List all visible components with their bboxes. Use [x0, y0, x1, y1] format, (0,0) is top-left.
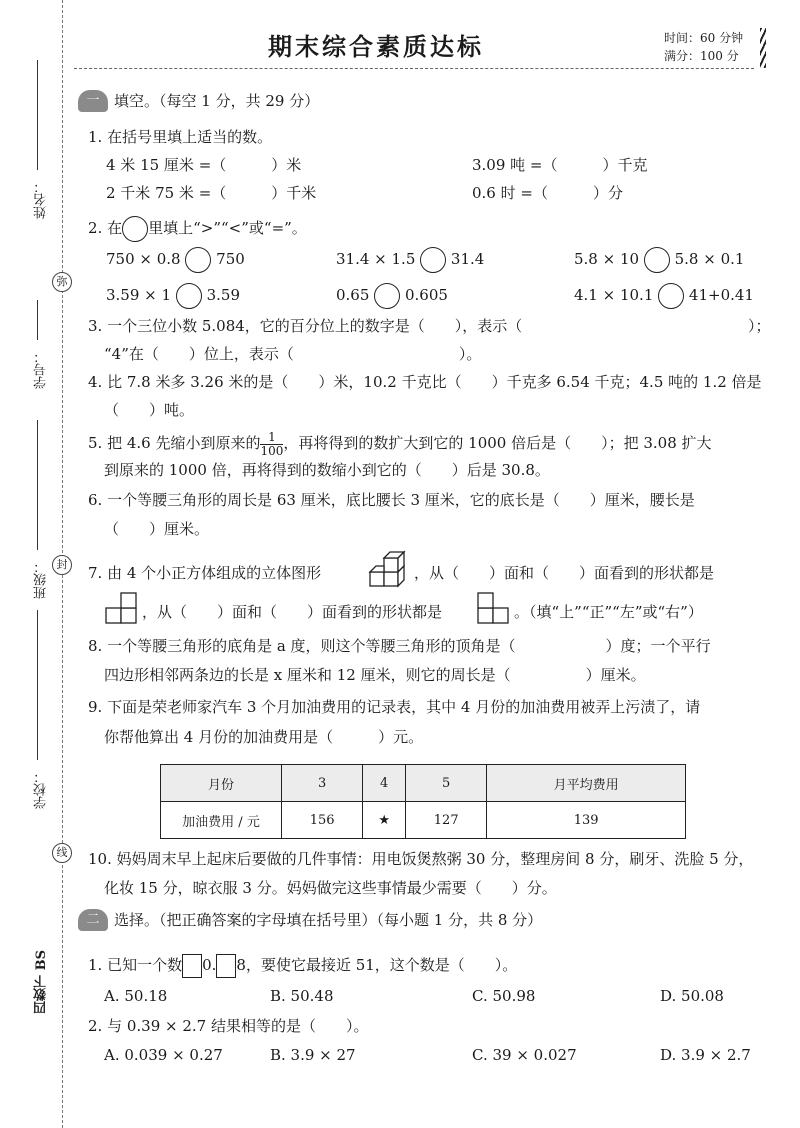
q5-line1: 5. 把 4.6 先缩小到原来的 $\frac{1}{100}$ ，再将得到的数扩大到它的 1000 倍后是（ ）；把 3.08 扩大 [88, 429, 712, 458]
q1-b: 3.09 吨 =（ ）千克 [472, 156, 648, 174]
q4-line1: 4. 比 7.8 米多 3.26 米的是（ ）米，10.2 千克比（ ）千克多 6.54 千克；4.5 吨的 1.2 倍是 [88, 373, 762, 391]
view-shape-row-icon [476, 592, 512, 626]
seal-xian: 线 [52, 843, 72, 863]
answer-circle[interactable] [644, 247, 670, 273]
answer-circle[interactable] [658, 283, 684, 309]
q2-item-5: 0.65 0.605 [336, 283, 448, 309]
q3-line1: 3. 一个三位小数 5.084，它的百分位上的数字是（ ），表示（ [88, 317, 523, 335]
q8-line1: 8. 一个等腰三角形的底角是 a 度，则这个等腰三角形的顶角是（ ）度；一个平行 [88, 637, 711, 655]
q4-line2: （ ）吨。 [104, 401, 195, 419]
q2-stem [88, 216, 307, 242]
section1-title: 填空。（每空 1 分，共 29 分） [114, 92, 320, 110]
s2-q1-option-c: C. 50.98 [472, 987, 536, 1005]
q1-stem: 1. 在括号里填上适当的数。 [88, 128, 273, 146]
q7-line2-b: 。（填“上”“正”“左”或“右”） [514, 603, 703, 621]
q3-line2: “4”在（ ）位上，表示（ ）。 [104, 345, 482, 363]
table-cell: 139 [487, 802, 686, 839]
q9-line1: 9. 下面是荣老师家汽车 3 个月加油费用的记录表，其中 4 月份的加油费用被弄上污渍了，请 [88, 698, 701, 716]
blank-box[interactable] [216, 954, 236, 978]
table-header-cell: 月平均费用 [487, 765, 686, 802]
student-no-line[interactable] [37, 300, 38, 340]
s2-q1-option-a: A. 50.18 [104, 987, 168, 1005]
q3-line1-end: ）； [748, 317, 771, 335]
table-cell: 156 [282, 802, 363, 839]
class-label: 班级： [34, 560, 49, 599]
table-header-cell: 4 [363, 765, 406, 802]
name-line[interactable] [37, 60, 38, 170]
fraction: $\frac{1}{100}$ [260, 429, 284, 458]
s2-q2-option-a: A. 0.039 × 0.27 [104, 1046, 223, 1064]
q9-line2: 你帮他算出 4 月份的加油费用是（ ）元。 [104, 728, 424, 746]
seal-feng: 封 [52, 555, 72, 575]
table-header-cell: 3 [282, 765, 363, 802]
s2-q1-option-d: D. 50.08 [660, 987, 724, 1005]
header-slash-decoration [760, 28, 766, 68]
s2-q1-stem: 1. 已知一个数 0. 8，要使它最接近 51，这个数是（ ）。 [88, 952, 517, 978]
q2-item-2: 31.4 × 1.5 31.4 [336, 247, 484, 273]
table-cell: 127 [406, 802, 487, 839]
q2-stem-post: 里填上“>”“<”或“=”。 [148, 219, 307, 237]
s2-q2-option-b: B. 3.9 × 27 [270, 1046, 356, 1064]
cube-solid-icon [366, 548, 412, 590]
school-line[interactable] [37, 610, 38, 760]
class-line[interactable] [37, 420, 38, 550]
q10-line2: 化妆 15 分，晾衣服 3 分。妈妈做完这些事情最少需要（ ）分。 [104, 879, 557, 897]
q10-line1: 10. 妈妈周末早上起床后要做的几件事情：用电饭煲熬粥 30 分，整理房间 8 分，刷牙、洗脸 5 分， [88, 850, 754, 868]
section1-badge: 一 [78, 90, 108, 112]
page-title: 期末综合素质达标 [268, 32, 484, 61]
q1-a: 4 米 15 厘米 =（ ）米 [106, 156, 302, 174]
q7-line2-a: ，从（ ）面和（ ）面看到的形状都是 [142, 603, 443, 621]
table-header-cell: 月份 [161, 765, 282, 802]
compare-circle-icon [122, 216, 148, 242]
table-row [161, 802, 686, 839]
view-shape-l-icon [104, 592, 140, 626]
q2-stem-pre: 2. 在 [88, 219, 123, 237]
brand-label: 四数下 BS [34, 950, 49, 1014]
q5-line2: 到原来的 1000 倍，再将得到的数缩小到它的（ ）后是 30.8。 [104, 461, 550, 479]
table-row [161, 765, 686, 802]
q2-item-6: 4.1 × 10.1 41+0.41 [574, 283, 754, 309]
header-rule [74, 68, 754, 69]
q2-item-1: 750 × 0.8 750 [106, 247, 245, 273]
seal-mi: 弥 [52, 272, 72, 292]
section2-badge: 二 [78, 909, 108, 931]
q8-line2: 四边形相邻两条边的长是 x 厘米和 12 厘米，则它的周长是（ ）厘米。 [104, 666, 646, 684]
school-label: 学校： [34, 770, 49, 809]
section2-title: 选择。（把正确答案的字母填在括号里）（每小题 1 分，共 8 分） [114, 911, 543, 929]
answer-circle[interactable] [176, 283, 202, 309]
s2-q1-option-b: B. 50.48 [270, 987, 334, 1005]
time-limit: 时间：60 分钟 [664, 31, 744, 45]
s2-q2-stem: 2. 与 0.39 × 2.7 结果相等的是（ ）。 [88, 1017, 369, 1035]
q6-line1: 6. 一个等腰三角形的周长是 63 厘米，底比腰长 3 厘米，它的底长是（ ）厘米，腰长是 [88, 491, 695, 509]
q2-item-4: 3.59 × 1 3.59 [106, 283, 240, 309]
s2-q2-option-c: C. 39 × 0.027 [472, 1046, 577, 1064]
answer-circle[interactable] [374, 283, 400, 309]
student-no-label: 学号： [34, 350, 49, 389]
answer-circle[interactable] [420, 247, 446, 273]
answer-circle[interactable] [185, 247, 211, 273]
s2-q2-option-d: D. 3.9 × 2.7 [660, 1046, 751, 1064]
blank-box[interactable] [182, 954, 202, 978]
fuel-cost-table [160, 764, 686, 839]
q1-c: 2 千米 75 米 =（ ）千米 [106, 184, 317, 202]
q7-line1-pre: 7. 由 4 个小正方体组成的立体图形 [88, 564, 322, 582]
full-score: 满分：100 分 [664, 49, 739, 63]
name-label: 姓名： [34, 180, 49, 219]
table-cell: ★ [363, 802, 406, 839]
table-cell: 加油费用 / 元 [161, 802, 282, 839]
q2-item-3: 5.8 × 10 5.8 × 0.1 [574, 247, 744, 273]
q7-line1-post: ，从（ ）面和（ ）面看到的形状都是 [414, 564, 715, 582]
q6-line2: （ ）厘米。 [104, 520, 210, 538]
table-header-cell: 5 [406, 765, 487, 802]
q1-d: 0.6 时 =（ ）分 [472, 184, 623, 202]
